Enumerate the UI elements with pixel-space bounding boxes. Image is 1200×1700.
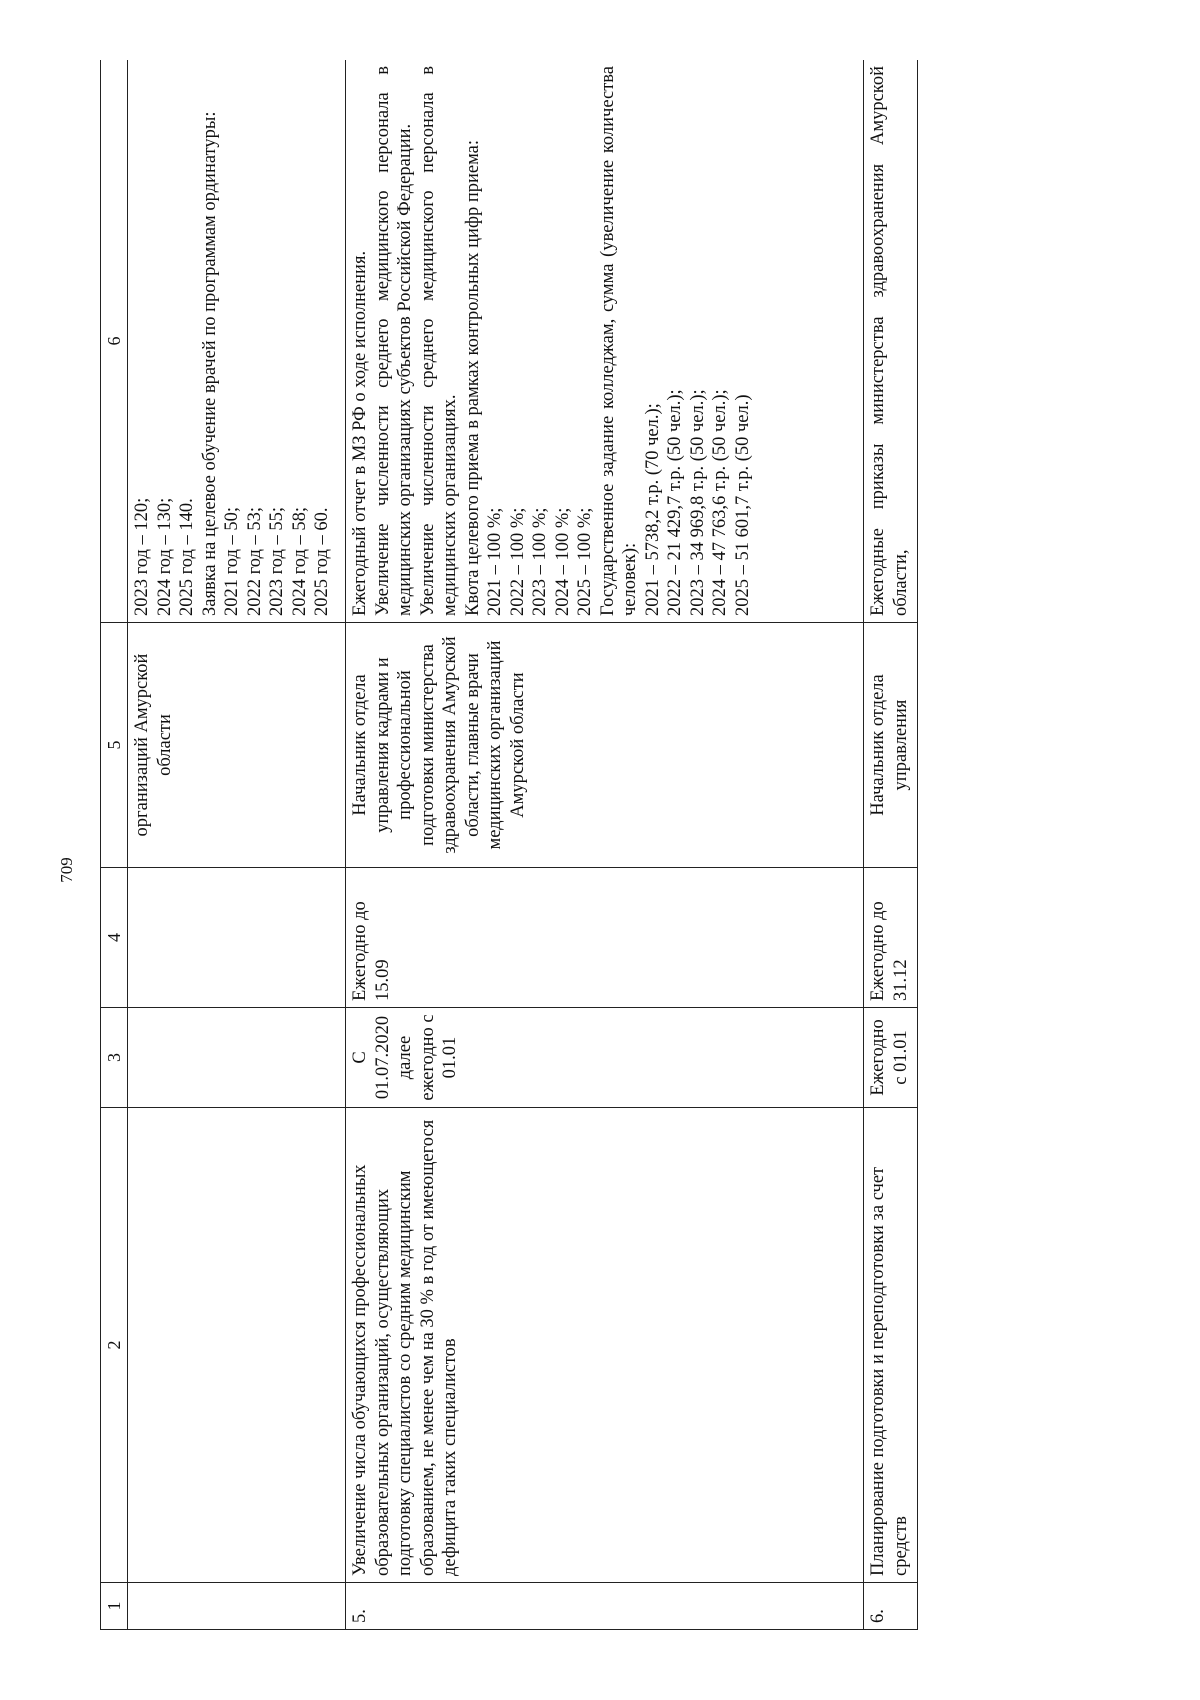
start-date-cell bbox=[128, 1008, 346, 1108]
column-number-row bbox=[101, 60, 128, 1630]
column-header-5: 5 bbox=[101, 623, 128, 868]
table-row bbox=[346, 60, 864, 1630]
result-line: 2023 – 34 969,8 т.р. (50 чел.); bbox=[687, 389, 708, 616]
column-header-1: 1 bbox=[101, 1583, 128, 1630]
column-header-4: 4 bbox=[101, 868, 128, 1008]
measure-cell: Увеличение числа обучающихся профессиональных образовательных организаций, осуществляющих подготовку специалистов со средним медицинским образованием, не менее чем на 30 % в год от имеющегося дефицита таких специалистов bbox=[346, 1108, 864, 1583]
column-header-6: 6 bbox=[101, 60, 128, 623]
result-line: 2023 год – 120; bbox=[132, 497, 152, 616]
start-date-cell: С 01.07.2020 далее ежегодно с 01.01 bbox=[346, 1008, 864, 1108]
result-line: 2025 – 51 601,7 т.р. (50 чел.) bbox=[732, 394, 753, 616]
result-line: 2025 год – 60. bbox=[312, 507, 332, 616]
result-cell bbox=[128, 60, 346, 623]
result-line: 2021 год – 50; bbox=[222, 506, 242, 616]
result-line: 2024 – 47 763,6 т.р. (50 чел.); bbox=[710, 389, 730, 616]
result-line: 2023 год – 55; bbox=[267, 506, 287, 616]
result-line: Заявка на целевое обучение врачей по программам ординатуры: bbox=[199, 111, 220, 616]
result-line: 2024 год – 130; bbox=[154, 497, 175, 616]
row-number bbox=[128, 1583, 346, 1630]
table-row bbox=[128, 60, 346, 1630]
responsible-cell: Начальник отдела управления bbox=[864, 623, 918, 868]
table-row bbox=[864, 60, 918, 1630]
row-number: 6. bbox=[864, 1583, 918, 1630]
result-line: 2025 год – 140. bbox=[177, 498, 197, 616]
landscape-page bbox=[100, 60, 1040, 1630]
page-number: 709 bbox=[57, 857, 76, 883]
result-line: 2023 – 100 %; bbox=[530, 507, 550, 616]
result-line: Увеличение численности среднего медицинского персонала в медицинских организациях субъектов Российской Федерации. bbox=[372, 66, 415, 616]
result-cell bbox=[346, 60, 864, 623]
column-header-2: 2 bbox=[101, 1108, 128, 1583]
responsible-cell: Начальник отдела управления кадрами и профессиональной подготовки министерства здравоохранения Амурской области, главные врачи медицинских организаций Амурской области bbox=[346, 623, 864, 868]
deadline-cell: Ежегодно до 31.12 bbox=[864, 868, 918, 1008]
result-line: 2022 – 100 %; bbox=[507, 507, 528, 616]
result-line: Государственное задание колледжам, сумма (увеличение количества человек): bbox=[597, 66, 640, 616]
result-line: 2025 – 100 %; bbox=[575, 507, 595, 616]
table-viewport bbox=[100, 60, 1040, 1630]
result-line: Ежегодный отчет в МЗ РФ о ходе исполнения. bbox=[350, 250, 370, 616]
result-line: 2022 год – 53; bbox=[244, 506, 265, 616]
measure-cell bbox=[128, 1108, 346, 1583]
result-line: Увеличение численности среднего медицинского персонала в медицинских организациях. bbox=[417, 66, 460, 616]
result-line: 2024 год – 58; bbox=[289, 506, 310, 616]
row-number: 5. bbox=[346, 1583, 864, 1630]
result-line: Квота целевого приема в рамках контрольных цифр приема: bbox=[462, 139, 483, 616]
start-date-cell: Ежегодно с 01.01 bbox=[864, 1008, 918, 1108]
result-cell bbox=[864, 60, 918, 623]
responsible-cell: организаций Амурской области bbox=[128, 623, 346, 868]
deadline-cell bbox=[128, 868, 346, 1008]
result-line: 2021 – 5738,2 т.р. (70 чел.); bbox=[642, 403, 663, 616]
action-plan-table bbox=[100, 60, 918, 1630]
deadline-cell: Ежегодно до 15.09 bbox=[346, 868, 864, 1008]
result-line: 2024 – 100 %; bbox=[552, 507, 573, 616]
column-header-3: 3 bbox=[101, 1008, 128, 1108]
result-line: Ежегодные приказы министерства здравоохранения Амурской области, bbox=[868, 66, 911, 616]
result-line: 2021 – 100 %; bbox=[485, 507, 505, 616]
measure-cell: Планирование подготовки и переподготовки за счет средств bbox=[864, 1108, 918, 1583]
result-line: 2022 – 21 429,7 т.р. (50 чел.); bbox=[665, 389, 685, 616]
